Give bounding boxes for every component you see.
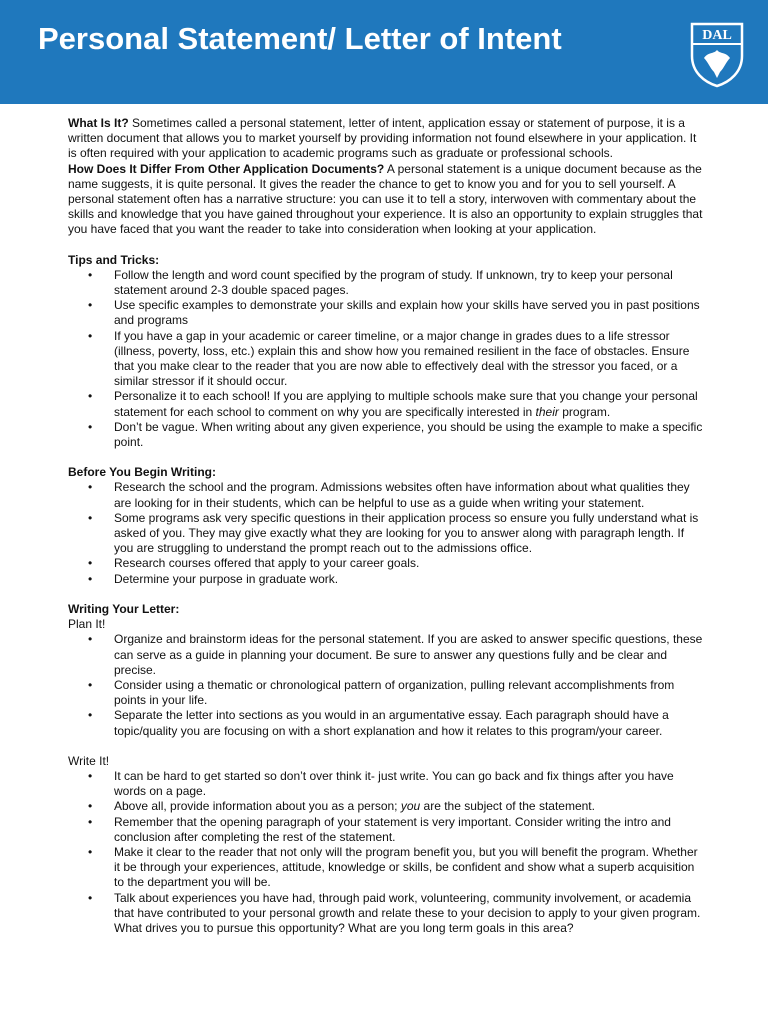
list-item: • It can be hard to get started so don’t over think it- just write. You can go back and fix things after you have words on a page. <box>88 768 674 799</box>
list-item: • Research the school and the program. Admissions websites often have information about what qualities they are looking for in their students, which can be helpful to use as a guide when writing your statement. <box>88 480 690 510</box>
dal-shield-logo <box>690 22 744 88</box>
writing-heading: Writing Your Letter: <box>68 601 180 616</box>
list-item: • Determine your purpose in graduate work. <box>88 571 339 586</box>
list-item: • Make it clear to the reader that not only will the program benefit you, but you will benefit the program. Whether it be through your experiences, attitude, knowledge or skills, be confident and show what a superb acquisition to the department you will be. <box>88 844 698 890</box>
what-is-it-paragraph <box>68 116 704 162</box>
before-list <box>68 480 704 586</box>
differ-text: A personal statement is a unique document because as the name suggests, it is quite personal. It gives the reader the chance to get to know you and for you to sell yourself. A personal statement often has a narrative structure: you can use it to tell a story, interwoven with commentary about the skills and knowledge that you have gained throughout your experience. It is also an opportunity to explain struggles that you have faced that you want the reader to take into consideration when looking at your application. <box>68 161 703 237</box>
list-item: • Personalize it to each school! If you are applying to multiple schools make sure that you change your personal statement for each school to comment on why you are specifically interested in their program. <box>88 389 698 419</box>
what-is-it-text: Sometimes called a personal statement, letter of intent, application essay or statement of purpose, it is a written document that allows you to market yourself by providing information not found elsewhere in your application. It is often required with your application to academic programs such as graduate or professional schools. <box>68 116 697 161</box>
differ-label: How Does It Differ From Other Application Documents? <box>68 161 385 176</box>
plan-it-label: Plan It! <box>68 617 106 632</box>
tips-list <box>68 268 704 450</box>
list-item: • Talk about experiences you have had, through paid work, volunteering, community involvement, or academia that have contributed to your personal growth and relate these to your decision to apply to your given program. What drives you to pursue this opportunity? What are you long term goals in this area? <box>88 890 701 935</box>
plan-list <box>68 632 704 738</box>
list-item: • Above all, provide information about you as a person; you are the subject of the statement. <box>88 799 595 814</box>
write-list <box>68 769 704 936</box>
what-is-it-label: What Is It? <box>68 116 129 130</box>
list-item: • Some programs ask very specific questions in their application process so ensure you fully understand what is asked of you. They may give exactly what they are looking for you to answer along with paragraph length. If you are struggling to understand the prompt reach out to the admissions office. <box>88 510 699 556</box>
list-item: • Follow the length and word count specified by the program of study. If unknown, try to keep your personal statement around 2-3 double spaced pages. <box>88 267 673 298</box>
write-it-label: Write It! <box>68 753 110 768</box>
before-heading: Before You Begin Writing: <box>68 465 217 480</box>
differ-paragraph <box>68 162 704 238</box>
document-body <box>68 116 704 936</box>
header-banner <box>0 0 768 104</box>
list-item: • Organize and brainstorm ideas for the personal statement. If you are asked to answer specific questions, these can serve as a guide in planning your document. Be sure to answer any questions fully and be clear and precise. <box>88 632 703 677</box>
page-title: Personal Statement/ Letter of Intent <box>38 21 562 56</box>
list-item: • Separate the letter into sections as you would in an argumentative essay. Each paragraph should have a topic/quality you are focusing on with a short explanation and how it relates to this program/your career. <box>88 708 669 738</box>
tips-heading: Tips and Tricks: <box>68 252 160 267</box>
list-item: • Don’t be vague. When writing about any given experience, you should be using the example to make a specific point. <box>88 419 703 450</box>
list-item: • Consider using a thematic or chronological pattern of organization, pulling relevant accomplishments from points in your life. <box>88 677 675 708</box>
logo-text: DAL <box>702 28 732 43</box>
list-item: • If you have a gap in your academic or career timeline, or a major change in grades dues to a life stressor (illness, poverty, loss, etc.) explain this and show how you remained resilient in the face of obstacles. Ensure that you make clear to the reader that you are now able to effectively deal with the stressor you faced, or a similar stressor if it should occur. <box>88 328 690 389</box>
list-item: • Remember that the opening paragraph of your statement is very important. Consider writing the intro and conclusion after completing the rest of the statement. <box>88 814 671 844</box>
list-item: • Use specific examples to demonstrate your skills and explain how your skills have served you in past positions and programs <box>88 298 700 328</box>
list-item: • Research courses offered that apply to your career goals. <box>88 556 420 571</box>
